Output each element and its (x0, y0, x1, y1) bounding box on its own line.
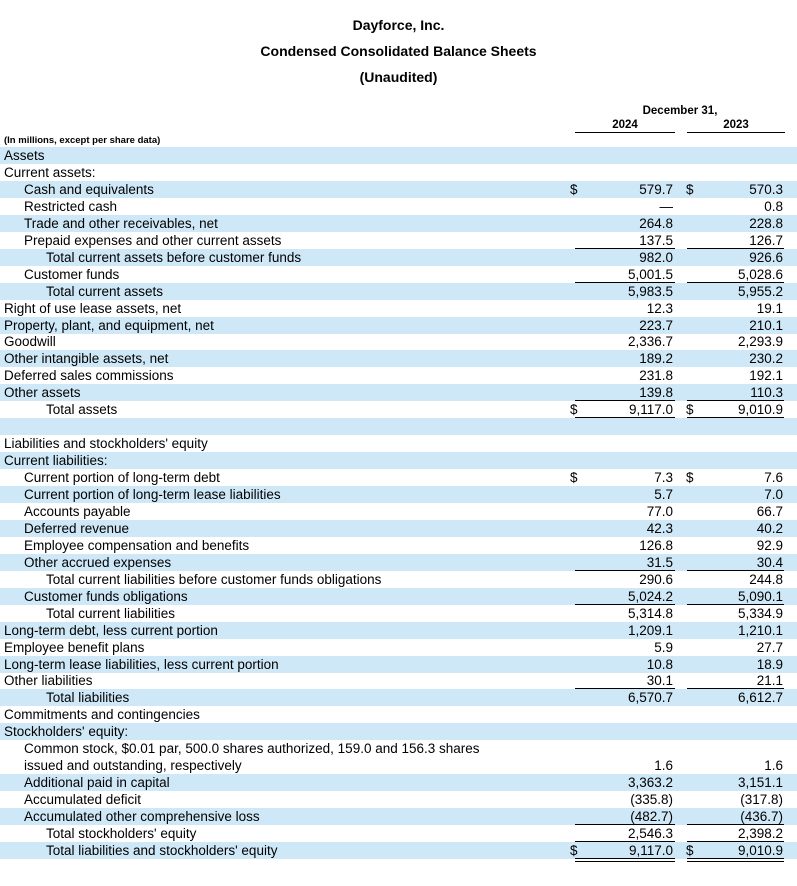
row-label: Customer funds obligations (24, 589, 188, 604)
table-row (0, 283, 797, 300)
column-header-2024: 2024 (575, 119, 675, 133)
value-2023: 18.9 (756, 657, 783, 672)
value-2024: 2,336.7 (627, 334, 673, 349)
currency-symbol-2023: $ (686, 182, 694, 197)
value-2024: 1,209.1 (627, 623, 673, 638)
row-label: Restricted cash (24, 199, 118, 214)
table-row (0, 384, 797, 401)
row-label: Goodwill (4, 334, 56, 349)
row-label: Deferred revenue (24, 521, 130, 536)
value-2024: 5,983.5 (627, 284, 673, 299)
table-row (0, 622, 797, 639)
table-row (0, 333, 797, 350)
table-row (0, 300, 797, 317)
row-label: Trade and other receivables, net (24, 216, 218, 231)
row-label: Assets (4, 148, 45, 163)
row-label: Current assets: (4, 165, 96, 180)
double-underline (687, 858, 784, 859)
row-label: Accumulated deficit (24, 792, 142, 807)
company-name: Dayforce, Inc. (352, 17, 445, 33)
value-2023: 19.1 (756, 301, 783, 316)
table-row (0, 181, 797, 198)
table-row (0, 774, 797, 791)
table-row (0, 757, 797, 774)
value-2023: 192.1 (749, 368, 783, 383)
value-2023: 210.1 (749, 318, 783, 333)
table-row (0, 469, 797, 486)
value-2024: 31.5 (646, 555, 673, 570)
value-2024: 126.8 (639, 538, 673, 553)
value-2024: 137.5 (639, 233, 673, 248)
value-2023: 9,010.9 (737, 843, 783, 858)
value-2023: 228.8 (749, 216, 783, 231)
value-2024: 6,570.7 (627, 690, 673, 705)
period-header: December 31, (642, 105, 718, 117)
table-row (0, 520, 797, 537)
table-row (0, 706, 797, 723)
table-row (0, 215, 797, 232)
value-2024: (335.8) (630, 792, 673, 807)
table-row (0, 198, 797, 215)
row-label: Liabilities and stockholders' equity (4, 436, 208, 451)
value-2023: 110.3 (750, 385, 783, 400)
table-row (0, 249, 797, 266)
value-2024: 264.8 (639, 216, 673, 231)
table-row (0, 452, 797, 469)
row-label: Accumulated other comprehensive loss (24, 809, 260, 824)
value-2024: 3,363.2 (627, 775, 673, 790)
value-2023: 92.9 (756, 538, 783, 553)
value-2023: 230.2 (749, 351, 783, 366)
row-label: Additional paid in capital (24, 775, 170, 790)
value-2024: 7.3 (654, 470, 673, 485)
value-2024: 579.7 (639, 182, 673, 197)
value-2023: 5,955.2 (737, 284, 783, 299)
row-label: Other liabilities (4, 673, 93, 688)
value-2023: 1.6 (764, 758, 783, 773)
row-label: Accounts payable (24, 504, 131, 519)
table-row (0, 672, 797, 689)
currency-symbol-2023: $ (686, 470, 694, 485)
table-row (0, 588, 797, 605)
double-underline (687, 861, 784, 862)
currency-symbol-2023: $ (686, 402, 694, 417)
value-2023: 2,293.9 (737, 334, 783, 349)
value-2023: (436.7) (740, 809, 783, 824)
table-row (0, 266, 797, 283)
table-row (0, 164, 797, 181)
value-2024: 139.8 (639, 385, 673, 400)
value-2023: 1,210.1 (737, 623, 783, 638)
table-row (0, 689, 797, 706)
value-2024: 5.7 (654, 487, 673, 502)
row-label: Current portion of long-term lease liabilities (24, 487, 281, 502)
value-2023: 9,010.9 (737, 402, 783, 417)
value-2023: 5,028.6 (737, 267, 783, 282)
value-2023: 5,334.9 (737, 606, 783, 621)
value-2023: 40.2 (756, 521, 783, 536)
row-label: Other assets (4, 385, 81, 400)
table-row (0, 367, 797, 384)
value-2023: 7.0 (764, 487, 783, 502)
row-label: Long-term debt, less current portion (4, 623, 218, 638)
table-row (0, 740, 797, 757)
value-2023: 7.6 (764, 470, 783, 485)
table-row (0, 350, 797, 367)
value-2023: 21.1 (756, 673, 783, 688)
value-2024: 982.0 (639, 250, 673, 265)
value-2023: 5,090.1 (737, 589, 783, 604)
table-row (0, 317, 797, 334)
statement-title: Condensed Consolidated Balance Sheets (260, 43, 537, 59)
table-row (0, 605, 797, 622)
row-label: Total current liabilities before customer funds obligations (46, 572, 382, 587)
value-2023: 570.3 (749, 182, 783, 197)
value-2024: 10.8 (646, 657, 673, 672)
currency-symbol-2024: $ (570, 402, 578, 417)
row-label: Employee benefit plans (4, 640, 145, 655)
row-label: Total assets (46, 402, 118, 417)
row-label: Common stock, $0.01 par, 500.0 shares authorized, 159.0 and 156.3 shares (24, 741, 480, 756)
value-2024: (482.7) (630, 809, 673, 824)
value-2024: 2,546.3 (627, 826, 673, 841)
value-2024: 9,117.0 (628, 843, 673, 858)
table-row (0, 656, 797, 673)
currency-symbol-2024: $ (570, 182, 578, 197)
value-2024: 30.1 (646, 673, 673, 688)
value-2023: 6,612.7 (737, 690, 783, 705)
value-2023: 30.4 (756, 555, 783, 570)
value-2024: 290.6 (639, 572, 673, 587)
value-2024: 189.2 (639, 351, 673, 366)
row-label: Property, plant, and equipment, net (4, 318, 214, 333)
value-2023: 244.8 (749, 572, 783, 587)
value-2024: 5,024.2 (627, 589, 673, 604)
row-label: Current liabilities: (4, 453, 108, 468)
value-2024: 223.7 (639, 318, 673, 333)
value-2024: 9,117.0 (628, 402, 673, 417)
value-2023: (317.8) (740, 792, 783, 807)
table-row (0, 791, 797, 808)
row-label: Total stockholders' equity (46, 826, 197, 841)
table-row (0, 639, 797, 656)
currency-symbol-2024: $ (570, 843, 578, 858)
value-2023: 126.7 (749, 233, 783, 248)
row-label: Prepaid expenses and other current assets (24, 233, 282, 248)
double-underline (575, 861, 675, 862)
value-2024: 77.0 (646, 504, 673, 519)
value-2024: 231.8 (639, 368, 673, 383)
row-label: Cash and equivalents (24, 182, 154, 197)
currency-symbol-2024: $ (570, 470, 578, 485)
row-label: Stockholders' equity: (4, 724, 129, 739)
table-row (0, 435, 797, 452)
row-label: Long-term lease liabilities, less current portion (4, 657, 279, 672)
column-header-2023: 2023 (687, 119, 785, 133)
units-note: (In millions, except per share data) (4, 135, 161, 146)
table-row (0, 842, 797, 859)
value-2023: 0.8 (764, 199, 783, 214)
table-row (0, 537, 797, 554)
row-label: Employee compensation and benefits (24, 538, 250, 553)
table-row (0, 147, 797, 164)
value-2023: 27.7 (756, 640, 783, 655)
row-label: Total current assets before customer funds (46, 250, 302, 265)
row-label: Commitments and contingencies (4, 707, 200, 722)
row-label: Total current liabilities (46, 606, 176, 621)
double-underline (575, 858, 675, 859)
value-2024: 5.9 (654, 640, 673, 655)
table-row (0, 554, 797, 571)
value-2024: 12.3 (646, 301, 673, 316)
table-row (0, 401, 797, 418)
row-label: Other intangible assets, net (4, 351, 169, 366)
value-2024: 5,314.8 (627, 606, 673, 621)
value-2024: 1.6 (654, 758, 673, 773)
row-label: Right of use lease assets, net (4, 301, 182, 316)
row-label: issued and outstanding, respectively (24, 758, 242, 773)
table-row (0, 723, 797, 740)
value-2024: 42.3 (646, 521, 673, 536)
table-row (0, 503, 797, 520)
value-2024: — (659, 199, 673, 214)
table-row (0, 825, 797, 842)
row-label: Other accrued expenses (24, 555, 172, 570)
value-2023: 2,398.2 (737, 826, 783, 841)
row-label: Total liabilities (46, 690, 130, 705)
row-label: Total liabilities and stockholders' equity (46, 843, 278, 858)
row-label: Current portion of long-term debt (24, 470, 220, 485)
statement-subtitle: (Unaudited) (359, 69, 438, 85)
value-2023: 66.7 (756, 504, 783, 519)
value-2024: 5,001.5 (627, 267, 673, 282)
value-2023: 926.6 (749, 250, 783, 265)
table-row (0, 571, 797, 588)
table-row (0, 486, 797, 503)
currency-symbol-2023: $ (686, 843, 694, 858)
row-label: Deferred sales commissions (4, 368, 174, 383)
row-label: Total current assets (46, 284, 164, 299)
table-row (0, 232, 797, 249)
row-label: Customer funds (24, 267, 120, 282)
table-row (0, 808, 797, 825)
value-2023: 3,151.1 (737, 775, 783, 790)
table-row (0, 418, 797, 435)
